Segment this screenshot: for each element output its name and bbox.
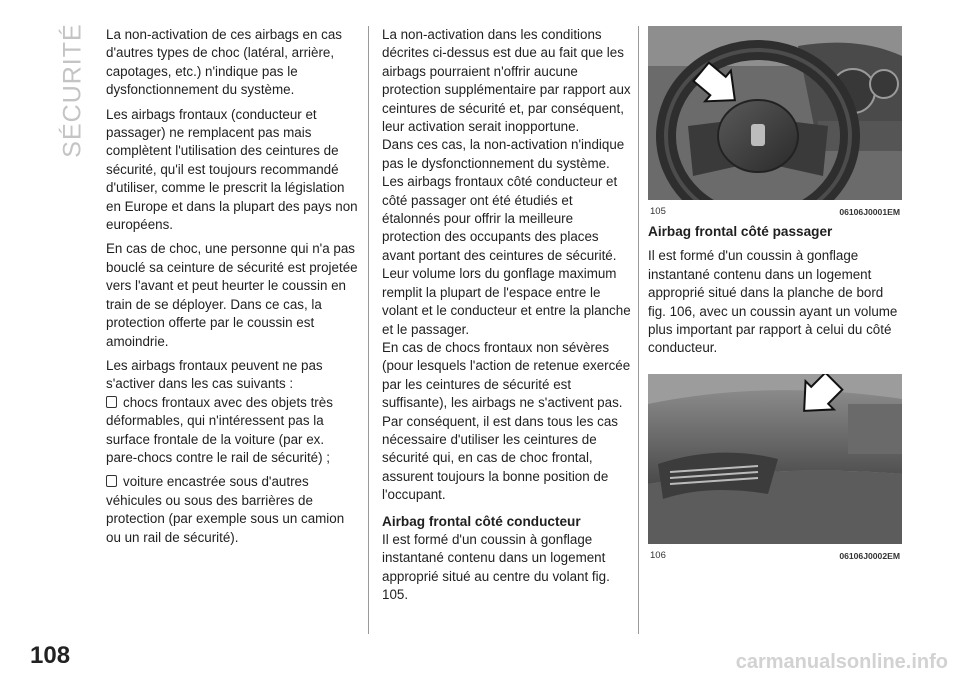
figure-code: 06106J0002EM: [839, 550, 900, 561]
figure-caption: [648, 200, 902, 217]
section-label-text: SÉCURITÉ: [58, 22, 87, 158]
figure-code: 06106J0001EM: [839, 207, 900, 217]
steering-wheel-illustration: [648, 26, 902, 200]
column-divider: [368, 26, 369, 634]
paragraph: Il est formé d'un coussin à gonflage instantané contenu dans un logement approprié situé dans la planche de bord fig. 106, avec un coussin ayant un volume plus important par rapport à celui du côté conducteur.: [648, 248, 898, 356]
figure-caption: [648, 544, 902, 561]
paragraph: Les airbags frontaux (conducteur et passager) ne remplacent pas mais complètent l'utilisation des ceintures de sécurité, qu'il est toujours recommandé d'utiliser, comme le prescrit la législation en Europe et dans la plupart des pays non européens.: [106, 106, 358, 233]
bullet-text: chocs frontaux avec des objets très déformables, qui n'intéressent pas la surface frontale de la voiture (par ex. pare-chocs contre le rail de sécurité) ;: [106, 394, 333, 465]
section-heading: Airbag frontal côté passager: [648, 224, 833, 239]
column-3: [648, 26, 902, 561]
checkbox-bullet-icon: [106, 396, 117, 408]
paragraph: En cas de chocs frontaux non sévères (pour lesquels l'action de retenue exercée par les ceintures de sécurité est suffisante), les airbags ne s'activent pas. Par conséquent, il est dans tous les cas nécessaire d'utiliser les ceintures de sécurité qui, en cas de choc frontal, assurent toujours la bonne position de l'occupant.: [382, 339, 631, 503]
figure-106: [648, 374, 902, 561]
paragraph: En cas de choc, une personne qui n'a pas bouclé sa ceinture de sécurité est projetée vers l'avant et peut heurter le coussin en train de se déployer. Dans ce cas, la protection offerte par le coussin est amoindrie.: [106, 241, 358, 349]
column-1: [106, 26, 358, 553]
checkbox-bullet-icon: [106, 475, 117, 487]
watermark: carmanualsonline.info: [735, 651, 948, 673]
column-divider: [638, 26, 639, 634]
column-2: [382, 26, 632, 605]
paragraph: Les airbags frontaux peuvent ne pas s'activer dans les cas suivants :: [106, 357, 323, 392]
section-label: [38, 22, 108, 158]
paragraph: Dans ces cas, la non-activation n'indique pas le dysfonctionnement du système.: [382, 137, 625, 171]
paragraph: Les airbags frontaux côté conducteur et côté passager ont été étudiés et étalonnés pour offrir la meilleure protection des occupants des places avant portant des ceintures de sécurité. Leur volume lors du gonflage maximum remplit la plupart de l'espace entre le volant et le conducteur et entre la planche et le passager.: [382, 174, 631, 337]
paragraph: Il est formé d'un coussin à gonflage instantané contenu dans un logement approprié situé au centre du volant fig. 105.: [382, 531, 610, 603]
bullet-item: [106, 394, 358, 468]
paragraph: La non-activation dans les conditions décrites ci-dessus est due au fait que les airbags pourraient n'offrir aucune protection supplémentaire par rapport aux ceintures de sécurité et, par conséquent, leur activation serait inopportune.: [382, 27, 631, 135]
passenger-dashboard-illustration: [648, 374, 902, 544]
section-heading: Airbag frontal côté conducteur: [382, 513, 581, 529]
figure-105: [648, 26, 902, 217]
figure-number: 106: [650, 549, 666, 561]
paragraph: La non-activation de ces airbags en cas d'autres types de choc (latéral, arrière, capotages, etc.) n'indique pas le dysfonctionnement du système.: [106, 27, 342, 98]
figure-number: 105: [650, 206, 666, 217]
bullet-item: [106, 473, 358, 547]
bullet-text: voiture encastrée sous d'autres véhicules ou sous des barrières de protection (par exemple sous un camion ou un rail de sécurité).: [106, 474, 345, 545]
page-number: 108: [30, 642, 71, 669]
